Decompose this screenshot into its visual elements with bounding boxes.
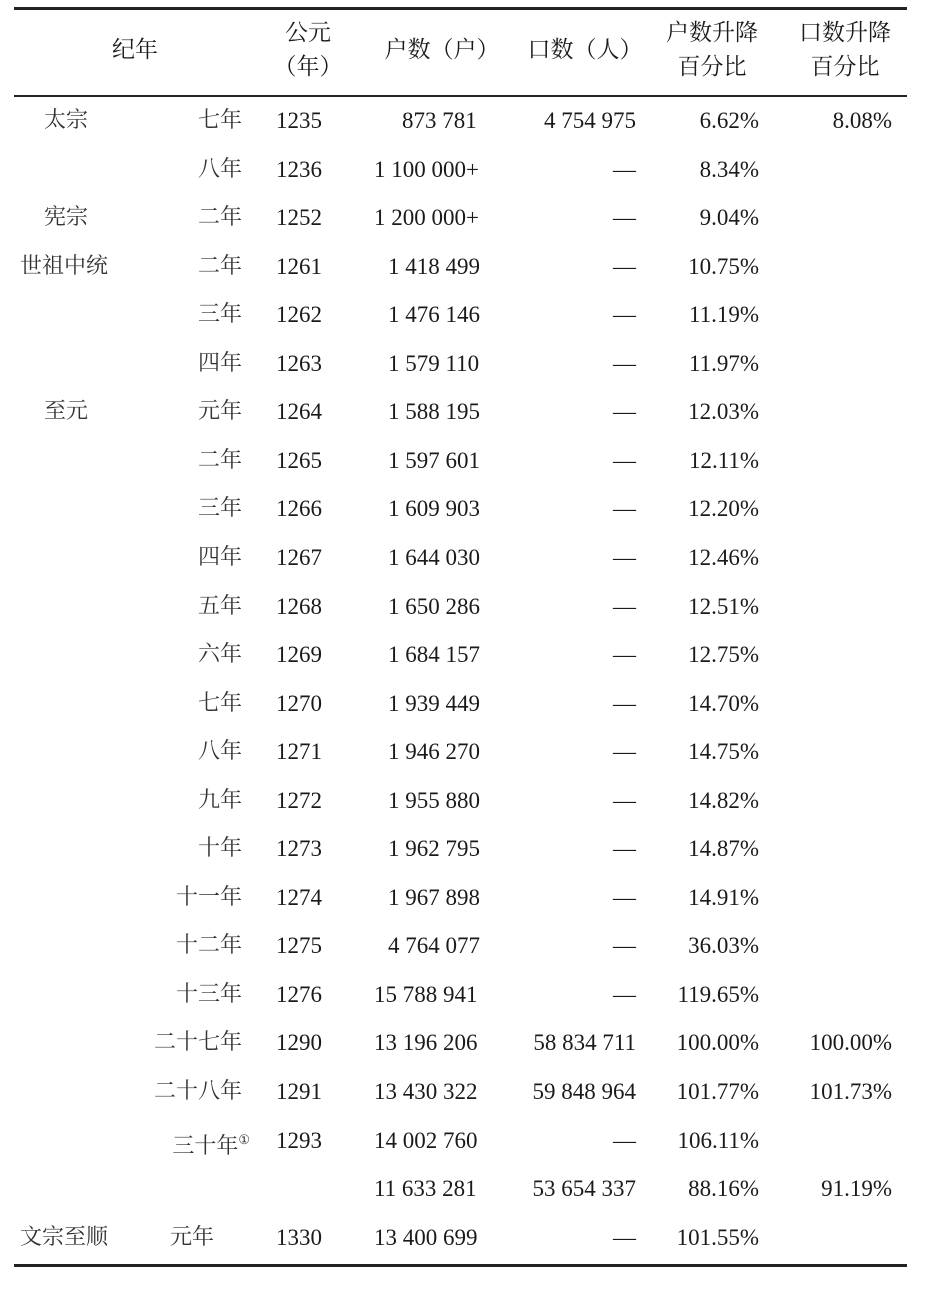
table-row [14,538,907,578]
population-cell: — [613,1225,636,1250]
table-row [14,926,907,966]
population-pct-cell [774,926,892,966]
table-row [14,878,907,918]
table-row [14,150,907,190]
table-row [14,829,907,869]
population-cell: 4 754 975 [544,108,636,133]
population-pct-cell [774,344,892,384]
table-row [14,781,907,821]
era-cell [20,441,140,481]
population-pct-cell [774,392,892,432]
households-pct-cell: 12.20% [688,496,759,521]
households-pct-cell: 6.62% [699,108,759,133]
population-cell: — [613,351,636,376]
ad-year-cell: 1275 [276,933,322,958]
era-cell [20,538,140,578]
era-cell [20,295,140,335]
regnal-year-cell: 十三年 [175,982,242,1007]
header-ad-line2: （年） [273,54,343,80]
households-cell: 1 650 286 [388,594,480,619]
table-row [14,441,907,481]
regnal-year-cell: 七年 [197,108,242,133]
households-pct-cell: 12.51% [688,594,759,619]
population-cell: 53 654 337 [532,1176,636,1201]
era-cell [20,344,140,384]
population-pct-cell [774,441,892,481]
population-pct-cell [774,1121,892,1161]
table-row [14,635,907,675]
regnal-year-cell: 三十年① [172,1133,250,1159]
era-cell [20,1121,140,1161]
header-households-pct-line1: 户数升降 [666,20,758,46]
population-pct-cell: 91.19% [821,1176,892,1201]
population-cell: — [613,933,636,958]
population-cell: — [613,885,636,910]
households-pct-cell: 12.75% [688,642,759,667]
table-row [14,1023,907,1063]
table-row [14,247,907,287]
ad-year-cell: 1252 [276,205,322,230]
population-pct-cell [774,732,892,772]
households-cell: 1 476 146 [388,302,480,327]
households-cell: 13 196 206 [374,1030,478,1055]
header-era: 纪年 [112,37,158,63]
header-population: 口数（人） [527,37,643,63]
header-ad [262,16,354,84]
population-pct-cell [774,829,892,869]
table-row [14,392,907,432]
population-cell: 58 834 711 [533,1030,636,1055]
header-households-pct [652,16,772,84]
header-households: 户数（户） [384,37,500,63]
regnal-year-cell: 七年 [197,691,242,716]
households-pct-cell: 11.97% [688,351,759,376]
era-cell [20,926,140,966]
households-pct-cell: 101.55% [676,1225,759,1250]
population-cell: — [613,739,636,764]
table-bottom-rule [14,1264,907,1267]
households-cell: 1 955 880 [388,788,480,813]
households-cell: 1 962 795 [388,836,480,861]
households-cell: 1 946 270 [388,739,480,764]
households-pct-cell: 12.46% [688,545,759,570]
households-cell: 1 939 449 [388,691,480,716]
households-cell: 14 002 760 [374,1128,478,1153]
households-cell: 1 579 110 [388,351,480,376]
population-pct-cell [774,198,892,238]
population-pct-cell [774,878,892,918]
population-cell: — [613,254,636,279]
households-pct-cell: 8.34% [699,157,759,182]
population-cell: — [613,982,636,1007]
population-cell: — [613,399,636,424]
population-cell: — [613,205,636,230]
population-cell: — [613,691,636,716]
households-cell: 1 644 030 [388,545,480,570]
households-pct-cell: 14.91% [688,885,759,910]
households-cell: 11 633 281 [374,1176,477,1201]
regnal-year-cell: 二十八年 [153,1079,242,1104]
header-population-pct-line1: 口数升降 [799,20,891,46]
population-cell: — [613,448,636,473]
era-cell [20,684,140,724]
households-cell: 1 609 903 [388,496,480,521]
table-row [14,344,907,384]
population-pct-cell [774,489,892,529]
ad-year-cell: 1262 [276,302,322,327]
population-cell: — [613,157,636,182]
era-cell [20,781,140,821]
regnal-year-cell: 四年 [197,351,242,376]
households-pct-cell: 101.77% [676,1079,759,1104]
era-cell: 世祖中统 [20,254,109,279]
table-row [14,295,907,335]
population-pct-cell: 101.73% [809,1079,892,1104]
ad-year-cell: 1271 [276,739,322,764]
ad-year-cell: 1265 [276,448,322,473]
table-row [14,684,907,724]
era-cell: 宪宗 [44,205,89,230]
table-row [14,1072,907,1112]
era-cell [20,489,140,529]
households-pct-cell: 10.75% [688,254,759,279]
era-cell [20,878,140,918]
regnal-year-cell: 五年 [197,594,242,619]
regnal-year-cell: 十二年 [175,933,242,958]
ad-year-cell: 1272 [276,788,322,813]
households-cell: 4 764 077 [388,933,480,958]
population-pct-cell [774,1218,892,1258]
population-cell: — [613,836,636,861]
population-pct-cell [774,587,892,627]
regnal-year-cell: 三年 [197,496,242,521]
table-top-rule [14,7,907,10]
era-cell [20,975,140,1015]
households-cell: 1 588 195 [388,399,480,424]
households-cell: 1 100 000+ [374,157,479,182]
era-cell: 至元 [44,399,89,424]
population-cell: — [613,1128,636,1153]
ad-year-cell: 1330 [276,1225,322,1250]
regnal-year-cell: 二年 [197,448,242,473]
households-pct-cell: 14.82% [688,788,759,813]
population-pct-cell [774,295,892,335]
footnote-marker: ① [238,1133,250,1148]
table-row [14,732,907,772]
era-cell [20,150,140,190]
households-cell: 1 200 000+ [374,205,479,230]
ad-year-cell: 1261 [276,254,322,279]
households-pct-cell: 14.75% [688,739,759,764]
population-pct-cell [774,684,892,724]
population-pct-cell [774,975,892,1015]
households-cell: 15 788 941 [374,982,478,1007]
header-population-pct [785,16,905,84]
population-pct-cell [774,635,892,675]
households-pct-cell: 14.87% [688,836,759,861]
regnal-year-cell: 六年 [197,642,242,667]
regnal-year-cell: 九年 [197,788,242,813]
header-households-pct-line2: 百分比 [677,54,747,80]
population-cell: — [613,642,636,667]
ad-year-cell: 1290 [276,1030,322,1055]
households-pct-cell: 12.11% [688,448,759,473]
table-row [14,101,907,141]
era-cell [20,587,140,627]
households-cell: 873 781 [402,108,477,133]
population-pct-cell [774,781,892,821]
table-row [14,1121,907,1161]
population-cell: — [613,594,636,619]
population-cell: — [613,496,636,521]
regnal-year-cell: 十年 [197,836,242,861]
regnal-year-cell: 元年 [197,399,242,424]
ad-year-cell: 1293 [276,1128,322,1153]
table-row [14,1218,907,1258]
regnal-year-cell: 三年 [197,302,242,327]
ad-year-cell: 1270 [276,691,322,716]
households-cell: 13 400 699 [374,1225,478,1250]
regnal-year-cell: 二年 [197,254,242,279]
population-cell: 59 848 964 [532,1079,636,1104]
ad-year-cell: 1291 [276,1079,322,1104]
households-cell: 13 430 322 [374,1079,478,1104]
era-cell [20,1023,140,1063]
regnal-year-cell: 元年 [169,1225,214,1250]
era-cell: 太宗 [44,108,89,133]
regnal-year-cell: 八年 [197,739,242,764]
population-cell: — [613,545,636,570]
ad-year-cell: 1269 [276,642,322,667]
era-cell [20,635,140,675]
population-pct-cell: 8.08% [832,108,892,133]
regnal-year-cell: 二年 [197,205,242,230]
population-pct-cell [774,150,892,190]
households-pct-cell: 119.65% [677,982,759,1007]
table-row [14,1169,907,1209]
regnal-year-cell: 二十七年 [153,1030,242,1055]
households-pct-cell: 12.03% [688,399,759,424]
ad-year-cell: 1274 [276,885,322,910]
era-cell [20,1169,140,1209]
table-row [14,975,907,1015]
era-cell [20,732,140,772]
header-ad-line1: 公元 [285,20,331,46]
ad-year-cell: 1268 [276,594,322,619]
households-pct-cell: 100.00% [676,1030,759,1055]
ad-year-cell: 1266 [276,496,322,521]
population-cell: — [613,788,636,813]
population-pct-cell [774,247,892,287]
ad-year-cell: 1236 [276,157,322,182]
ad-year-cell: 1263 [276,351,322,376]
households-pct-cell: 106.11% [677,1128,759,1153]
households-cell: 1 418 499 [388,254,480,279]
households-cell: 1 597 601 [388,448,480,473]
ad-year-cell: 1273 [276,836,322,861]
households-cell: 1 684 157 [388,642,480,667]
population-pct-cell [774,538,892,578]
population-cell: — [613,302,636,327]
table-row [14,489,907,529]
regnal-year-cell [124,1169,242,1209]
households-pct-cell: 36.03% [688,933,759,958]
ad-year-cell [276,1169,346,1209]
households-pct-cell: 14.70% [688,691,759,716]
era-cell [20,829,140,869]
ad-year-cell: 1264 [276,399,322,424]
era-cell: 文宗至顺 [20,1225,109,1250]
regnal-year-cell: 四年 [197,545,242,570]
households-pct-cell: 9.04% [699,205,759,230]
era-cell [20,1072,140,1112]
table-row [14,587,907,627]
ad-year-cell: 1235 [276,108,322,133]
table-header-rule [14,95,907,97]
ad-year-cell: 1267 [276,545,322,570]
ad-year-cell: 1276 [276,982,322,1007]
households-pct-cell: 88.16% [688,1176,759,1201]
households-cell: 1 967 898 [388,885,480,910]
header-population-pct-line2: 百分比 [810,54,880,80]
population-pct-cell: 100.00% [809,1030,892,1055]
table-row [14,198,907,238]
households-pct-cell: 11.19% [688,302,759,327]
regnal-year-cell: 八年 [197,157,242,182]
regnal-year-cell: 十一年 [175,885,242,910]
